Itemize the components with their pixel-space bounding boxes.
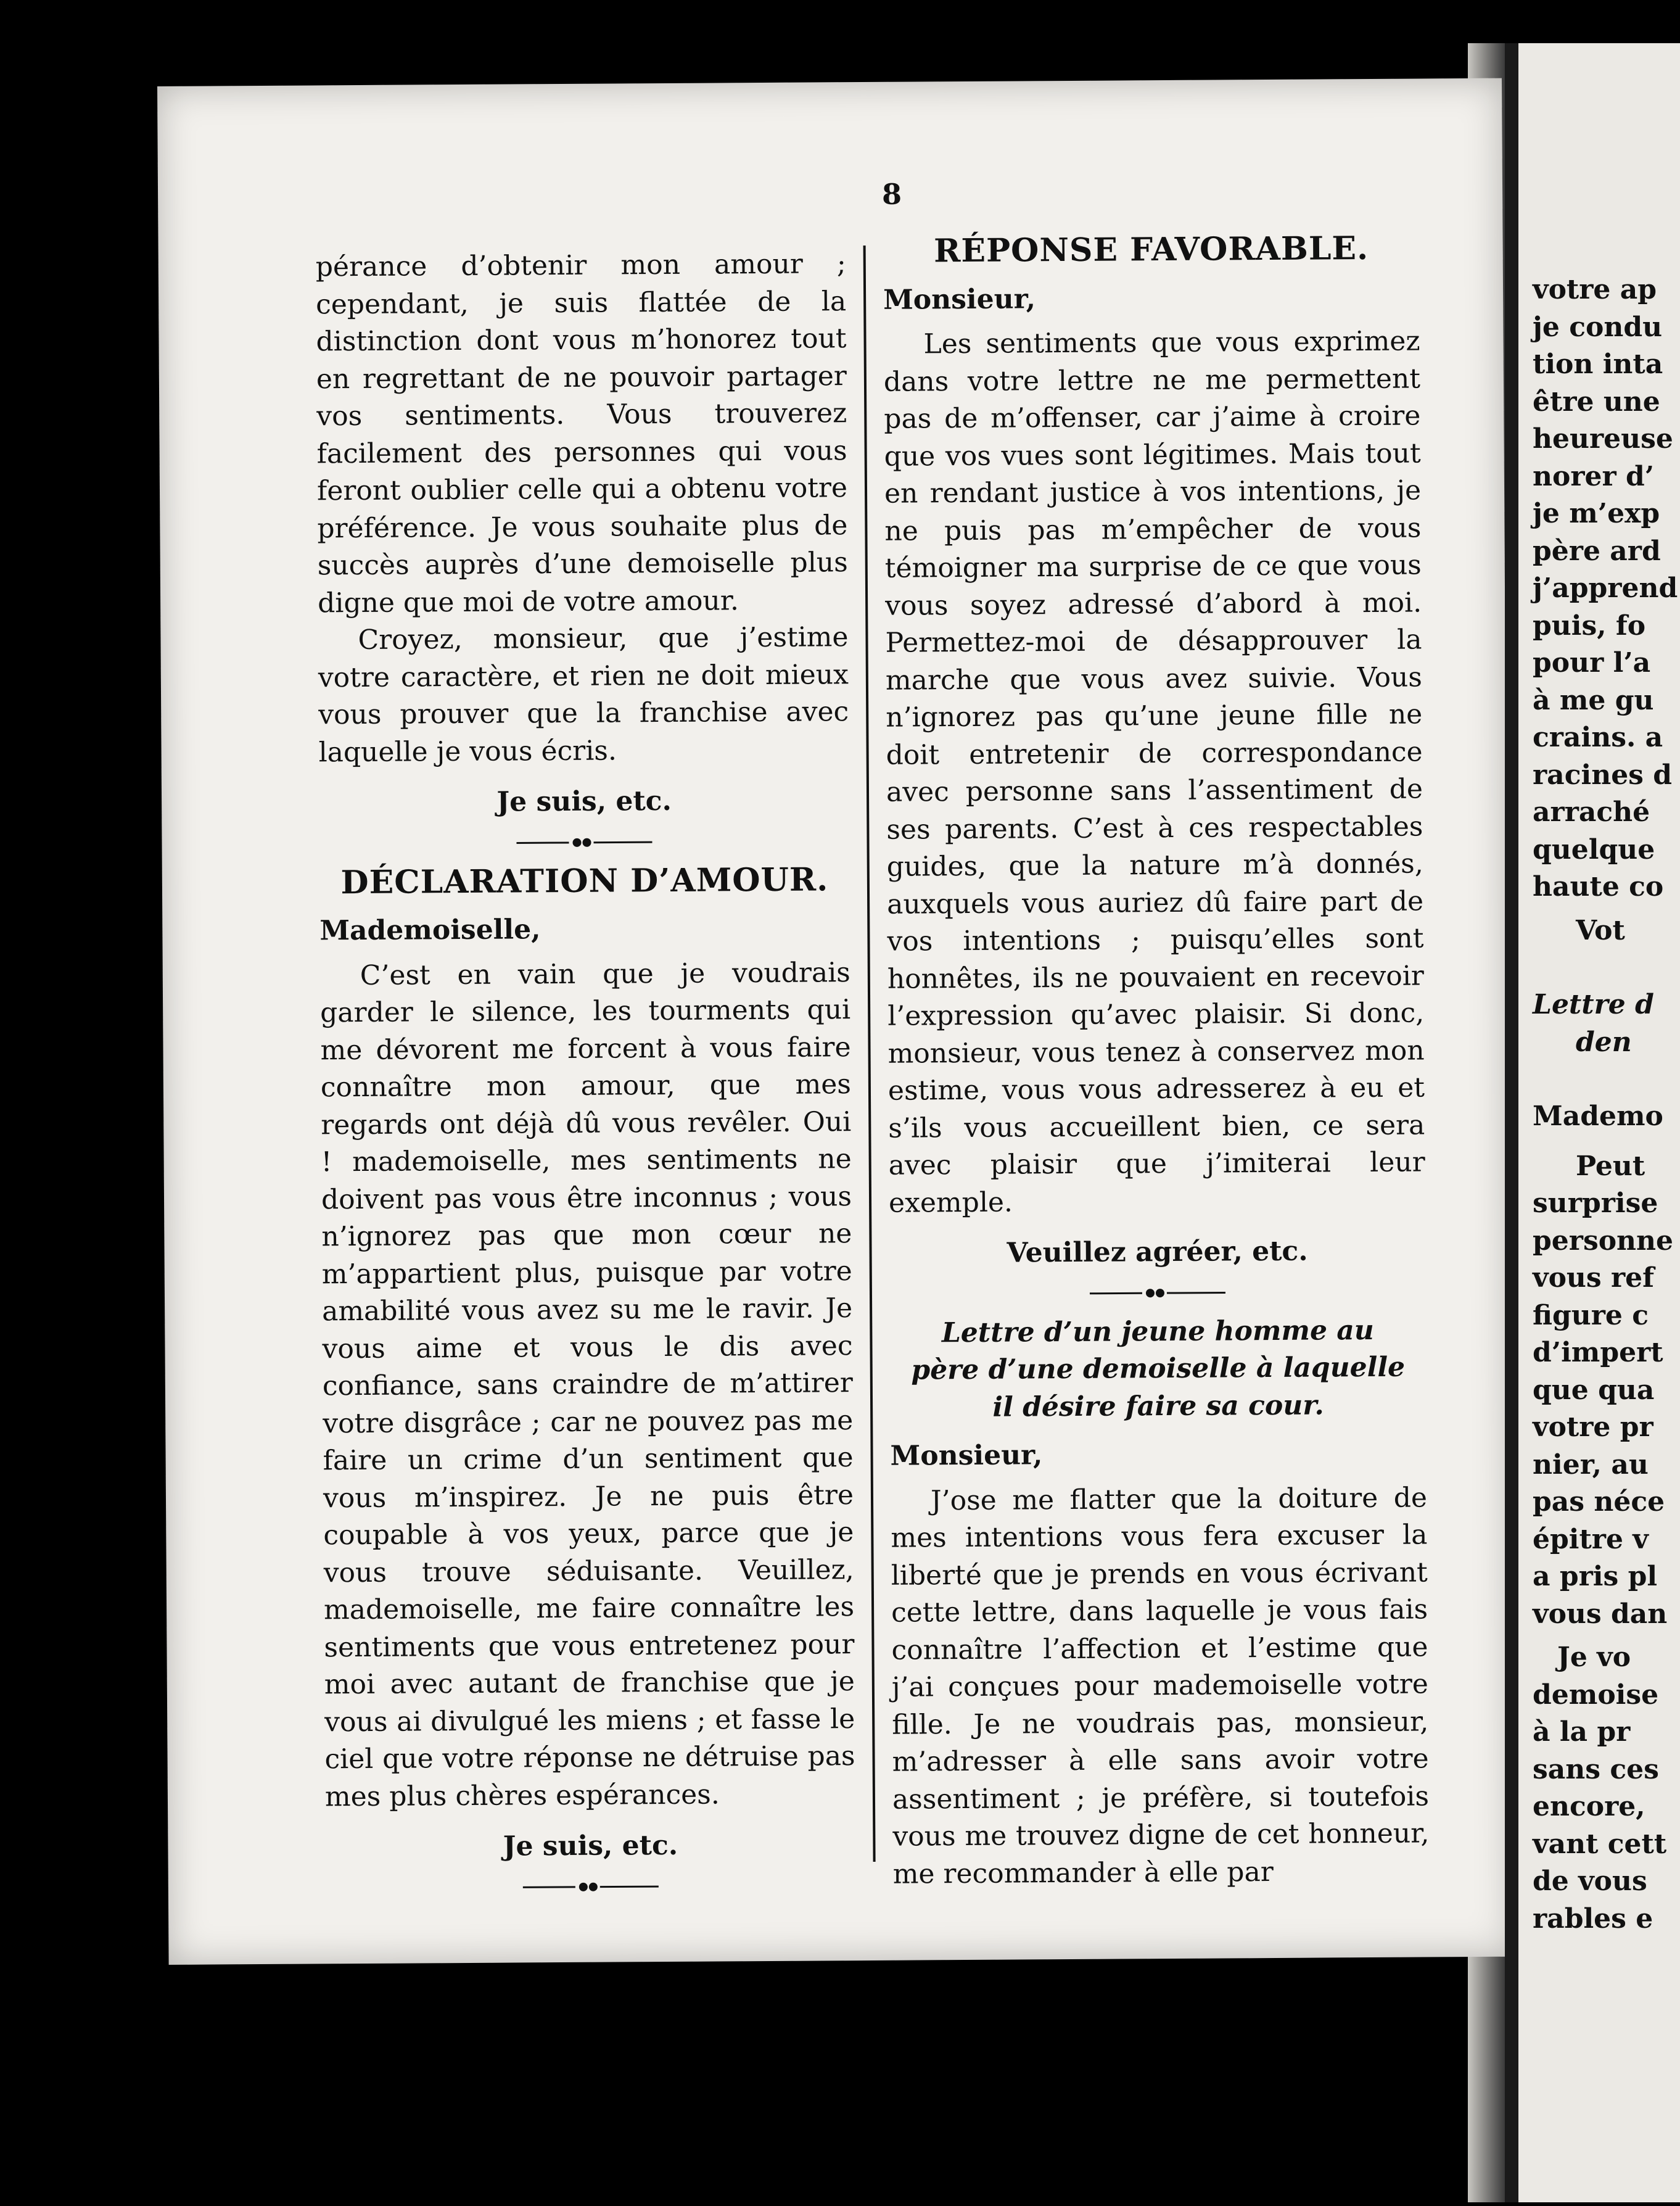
spacer bbox=[1533, 1061, 1680, 1098]
text-line: racines d bbox=[1533, 759, 1673, 791]
text-line: épitre v bbox=[1533, 1523, 1649, 1555]
signature: Je suis, etc. bbox=[496, 785, 672, 818]
text-line: haute co bbox=[1533, 871, 1664, 903]
next-page-text bbox=[1533, 271, 1680, 1938]
spacer bbox=[1533, 949, 1680, 986]
text-line: Peut bbox=[1576, 1150, 1645, 1182]
text-line: que qua bbox=[1533, 1374, 1655, 1406]
book-page bbox=[157, 78, 1513, 1965]
letter-body: Les sentiments que vous exprimez dans votre lettre ne me permettent pas de m’offenser, car j’aime à croire que vos vues sont légitimes. Mais tout en rendant justice à vos intentions, je ne puis pas m’empêcher de vous témoigner ma surprise de ce que vous vous soyez adressé d’abord à moi. Permettez-moi de désapprouver la marche que vous avez suivie. Vous n’ignorez pas qu’une jeune fille ne doit entretenir de correspondance avec personne sans l’assentiment de ses parents. C’est à ces respectables guides, que la nature m’à donnés, auxquels vous auriez dû faire part de vos intentions ; puisqu’elles sont honnêtes, ils ne pouvaient en recevoir l’expression qu’avec plaisir. Si donc, monsieur, vous tenez à conservez mon estime, vous vous adresserez à eu et s’ils vous accueillent bien, ce sera avec plaisir que j’imiterai leur exemple. bbox=[883, 325, 1425, 1219]
text-line: je condu bbox=[1533, 311, 1663, 343]
text-line: vous dan bbox=[1533, 1598, 1668, 1630]
ornament-divider bbox=[510, 834, 658, 851]
right-column bbox=[883, 218, 1430, 1893]
text-line: figure c bbox=[1533, 1299, 1649, 1331]
text-line: crains. a bbox=[1533, 722, 1663, 753]
text-line: demoise bbox=[1533, 1679, 1659, 1711]
salutation: Monsieur, bbox=[890, 1439, 1043, 1472]
text-line: pour l’a bbox=[1533, 647, 1651, 679]
ornament-divider bbox=[517, 1878, 665, 1895]
text-line: je m’exp bbox=[1533, 498, 1660, 529]
text-line: Mademo bbox=[1533, 1101, 1663, 1132]
text-line: être une bbox=[1533, 386, 1660, 418]
page-edge bbox=[1505, 43, 1518, 2202]
column-divider bbox=[863, 246, 876, 1862]
text-line: personne bbox=[1533, 1225, 1674, 1257]
page-number: 8 bbox=[881, 177, 902, 211]
text-line: surprise bbox=[1533, 1188, 1658, 1219]
text-line: d’impert bbox=[1533, 1337, 1663, 1368]
text-line: père ard bbox=[1533, 535, 1661, 567]
text-line: puis, fo bbox=[1533, 609, 1646, 642]
text-line: heureuse bbox=[1533, 423, 1673, 455]
text-line: pas néce bbox=[1533, 1486, 1665, 1518]
text-line: arraché bbox=[1533, 796, 1650, 828]
paragraph: pérance d’obtenir mon amour ; cependant, je suis flattée de la distinction dont vous m’honorez tout en regrettant de ne pouvoir partager vos sentiments. Vous trouverez facilement des personnes qui vous feront oublier celle qui a obtenu votre préférence. Je vous souhaite plus de succès auprès d’une demoiselle plus digne que moi de votre amour. bbox=[315, 248, 848, 619]
text-line: den bbox=[1576, 1026, 1632, 1058]
section-heading: DÉCLARATION D’AMOUR. bbox=[340, 860, 829, 901]
text-line: nier, au bbox=[1533, 1448, 1649, 1481]
text-line: a pris pl bbox=[1533, 1561, 1658, 1592]
text-line: norer d’ bbox=[1533, 460, 1655, 492]
salutation: Mademoiselle, bbox=[319, 914, 541, 947]
letter-title: Lettre d’un jeune homme au père d’une demoiselle à laquelle il désire faire sa cour. bbox=[911, 1314, 1406, 1423]
signature: Veuillez agréer, etc. bbox=[1007, 1235, 1308, 1269]
signature: Je suis, etc. bbox=[503, 1829, 678, 1862]
text-line: Lettre d bbox=[1533, 989, 1654, 1020]
ornament-divider bbox=[1084, 1284, 1232, 1301]
paragraph: Croyez, monsieur, que j’estime votre caractère, et rien ne doit mieux vous prouver que la franchise avec laquelle je vous écris. bbox=[318, 621, 849, 768]
text-line: à la pr bbox=[1533, 1716, 1631, 1748]
text-line: vant cett bbox=[1533, 1828, 1667, 1860]
letter-body: J’ose me flatter que la doiture de mes intentions vous fera excuser la liberté que je prends en vous écrivant cette lettre, dans laquelle je vous fais connaître l’affection et l’estime que j’ai conçues pour mademoiselle votre fille. Je ne voudrais pas, monsieur, m’adresser à elle sans avoir votre assentiment ; je préfère, si toutefois vous me trouvez digne de cet honneur, me recommander à elle par bbox=[891, 1481, 1430, 1890]
text-line: sans ces bbox=[1533, 1753, 1659, 1785]
next-page-fragment bbox=[1505, 43, 1680, 2202]
left-column bbox=[316, 246, 856, 1909]
section-heading: RÉPONSE FAVORABLE. bbox=[933, 229, 1369, 270]
text-line: tion inta bbox=[1533, 349, 1663, 380]
salutation: Monsieur, bbox=[883, 283, 1036, 316]
letter-body: C’est en vain que je voudrais garder le silence, les tourments qui me dévorent me forcent à vous faire connaître mon amour, que mes regards ont déjà dû vous revêler. Oui ! mademoiselle, mes sentiments ne doivent pas vous être inconnus ; vous n’ignorez pas que mon cœur ne m’appartient plus, puisque par votre amabilité vous avez su me le ravir. Je vous aime et vous le dis avec confiance, sans craindre de m’attirer votre disgrâce ; car ne pouvez pas me faire un crime d’un sentiment que vous m’inspirez. Je ne puis être coupable à vos yeux, parce que je vous trouve séduisante. Veuillez, mademoiselle, me faire connaître les sentiments que vous entretenez pour moi avec autant de franchise que je vous ai divulgué les miens ; et fasse le ciel que votre réponse ne détruise pas mes plus chères espérances. bbox=[320, 956, 855, 1812]
text-line: à me gu bbox=[1533, 684, 1654, 716]
spacer bbox=[1533, 1136, 1680, 1148]
text-line: encore, bbox=[1533, 1791, 1645, 1822]
text-line: rables e bbox=[1533, 1902, 1653, 1935]
text-line: vous ref bbox=[1533, 1262, 1655, 1294]
text-line: Vot bbox=[1576, 914, 1625, 946]
text-line: votre pr bbox=[1533, 1411, 1653, 1443]
text-line: votre ap bbox=[1533, 274, 1657, 305]
text-line: j’apprend bbox=[1533, 572, 1678, 604]
text-line: Je vo bbox=[1557, 1642, 1631, 1673]
text-line: de vous bbox=[1533, 1865, 1647, 1897]
text-line: quelque bbox=[1533, 833, 1655, 865]
